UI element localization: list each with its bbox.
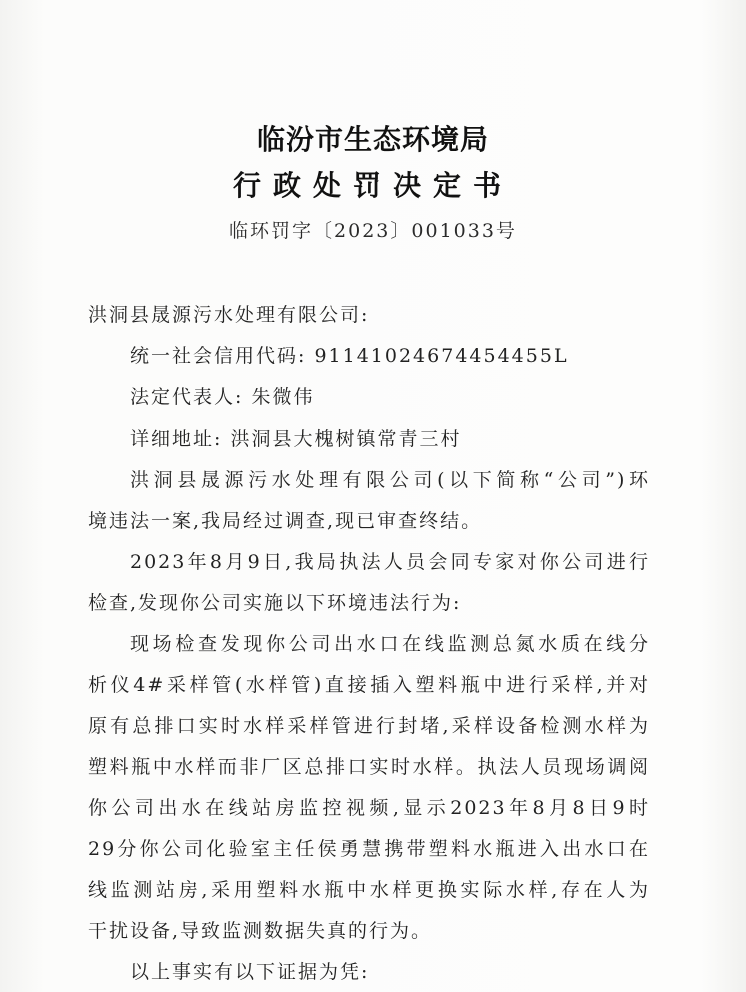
paragraph-3-line-7: 线监测站房,采用塑料水瓶中水样更换实际水样,存在人为 [88, 879, 650, 901]
credit-code: 统一社会信用代码: 91141024674454455L [130, 345, 569, 367]
paragraph-4: 以上事实有以下证据为凭: [130, 961, 370, 983]
document-number: 临环罚字〔2023〕001033号 [229, 220, 517, 242]
paragraph-3-line-8: 干扰设备,导致监测数据失真的行为。 [88, 920, 433, 942]
paragraph-3-line-4: 塑料瓶中水样而非厂区总排口实时水样。执法人员现场调阅 [88, 756, 650, 778]
party-name: 洪洞县晟源污水处理有限公司: [88, 304, 370, 326]
legal-representative: 法定代表人: 朱微伟 [130, 386, 315, 408]
paragraph-3-line-1: 现场检查发现你公司出水口在线监测总氮水质在线分 [130, 633, 650, 655]
paragraph-1-line-2: 境违法一案,我局经过调查,现已审查终结。 [88, 510, 483, 532]
agency-title: 临汾市生态环境局 [256, 123, 489, 156]
paragraph-1-line-1: 洪洞县晟源污水处理有限公司(以下简称“公司”)环 [130, 469, 650, 491]
paragraph-3-line-5: 你公司出水在线站房监控视频,显示2023年8月8日9时 [88, 797, 650, 819]
paragraph-2-line-2: 检查,发现你公司实施以下环境违法行为: [88, 592, 462, 614]
document-title: 行政处罚决定书 [232, 169, 513, 202]
paragraph-3-line-2: 析仪4#采样管(水样管)直接插入塑料瓶中进行采样,并对 [88, 674, 650, 696]
paragraph-2-line-1: 2023年8月9日,我局执法人员会同专家对你公司进行 [130, 551, 650, 573]
paragraph-3-line-6: 29分你公司化验室主任侯勇慧携带塑料水瓶进入出水口在 [88, 838, 650, 860]
address: 详细地址: 洪洞县大槐树镇常青三村 [130, 428, 462, 450]
paragraph-3-line-3: 原有总排口实时水样采样管进行封堵,采样设备检测水样为 [88, 715, 650, 737]
